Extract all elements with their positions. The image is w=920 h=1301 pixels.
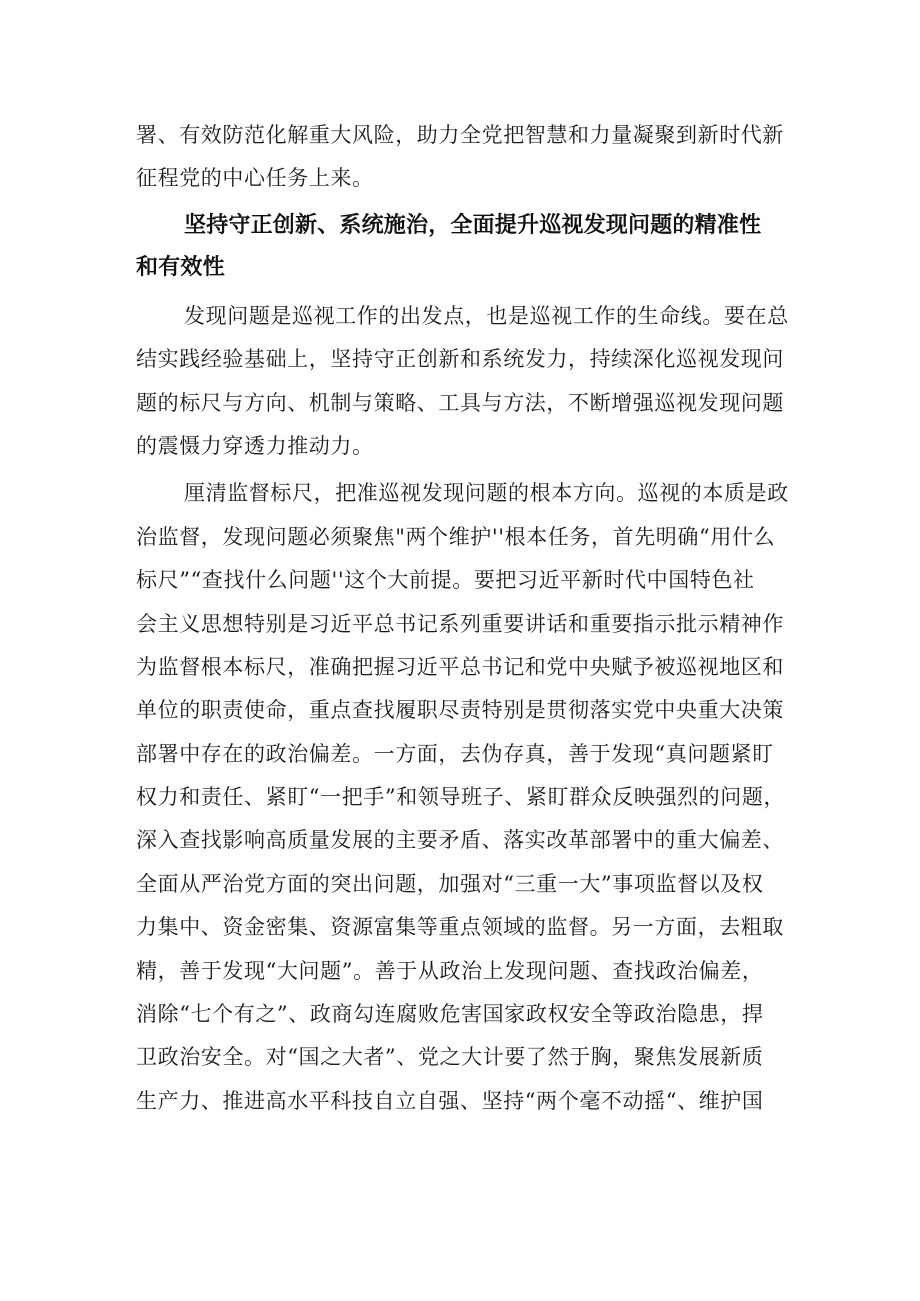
text-line: 力集中、资金密集、资源富集等重点领域的监督。另一方面，去粗取 (136, 915, 784, 940)
heading-line: 和有效性 (136, 254, 225, 280)
text-line: 全面从严治党方面的突出问题，加强对“三重一大”事项监督以及权 (136, 871, 764, 896)
text-line: 卫政治安全。对“国之大者”、党之大计要了然于胸，聚焦发展新质 (136, 1045, 764, 1070)
text-line: 深入查找影响高质量发展的主要矛盾、落实改革部署中的重大偏差、 (136, 828, 784, 853)
text-line: 标尺”“查找什么问题''这个大前提。要把习近平新时代中国特色社 (136, 568, 755, 593)
text-line: 单位的职责使命，重点查找履职尽责特别是贯彻落实党中央重大决策 (136, 698, 784, 723)
continuation-paragraph (136, 114, 788, 201)
text-line: 会主义思想特别是习近平总书记系列重要讲话和重要指示批示精神作 (136, 611, 784, 636)
text-line: 结实践经验基础上，坚持守正创新和系统发力，持续深化巡视发现问 (136, 347, 784, 372)
text-line: 生产力、推进高水平科技自立自强、坚持“两个毫不动摇“、维护国 (136, 1088, 764, 1113)
text-line: 消除“七个有之”、政商勾连腐败危害国家政权安全等政治隐患，捍 (136, 1002, 764, 1027)
text-line: 为监督根本标尺，准确把握习近平总书记和党中央赋予被巡视地区和 (136, 654, 784, 679)
paragraph-2 (136, 472, 788, 1123)
text-line: 征程党的中心任务上来。 (136, 166, 374, 191)
text-line: 厘清监督标尺，把准巡视发现问题的根本方向。巡视的本质是政 (184, 481, 789, 506)
text-line: 发现问题是巡视工作的出发点，也是巡视工作的生命线。要在总 (184, 303, 789, 328)
text-line: 治监督，发现问题必须聚焦"两个维护''根本任务，首先明确“用什么 (136, 524, 776, 549)
heading-line: 坚持守正创新、系统施治，全面提升巡视发现问题的精准性 (184, 212, 762, 238)
text-line: 题的标尺与方向、机制与策略、工具与方法，不断增强巡视发现问题 (136, 390, 784, 415)
text-line: 精，善于发现“大问题”。善于从政治上发现问题、查找政治偏差， (136, 958, 764, 983)
document-body (136, 114, 788, 1123)
paragraph-1 (136, 295, 788, 469)
text-line: 部署中存在的政治偏差。一方面，去伪存真，善于发现“真问题紧盯 (136, 741, 774, 766)
text-line: 权力和责任、紧盯“一把手”和领导班子、紧盯群众反映强烈的问题， (136, 785, 786, 810)
text-line: 署、有效防范化解重大风险，助力全党把智慧和力量凝聚到新时代新 (136, 123, 784, 147)
text-line: 的震慑力穿透力推动力。 (136, 433, 374, 458)
section-heading (136, 205, 788, 289)
